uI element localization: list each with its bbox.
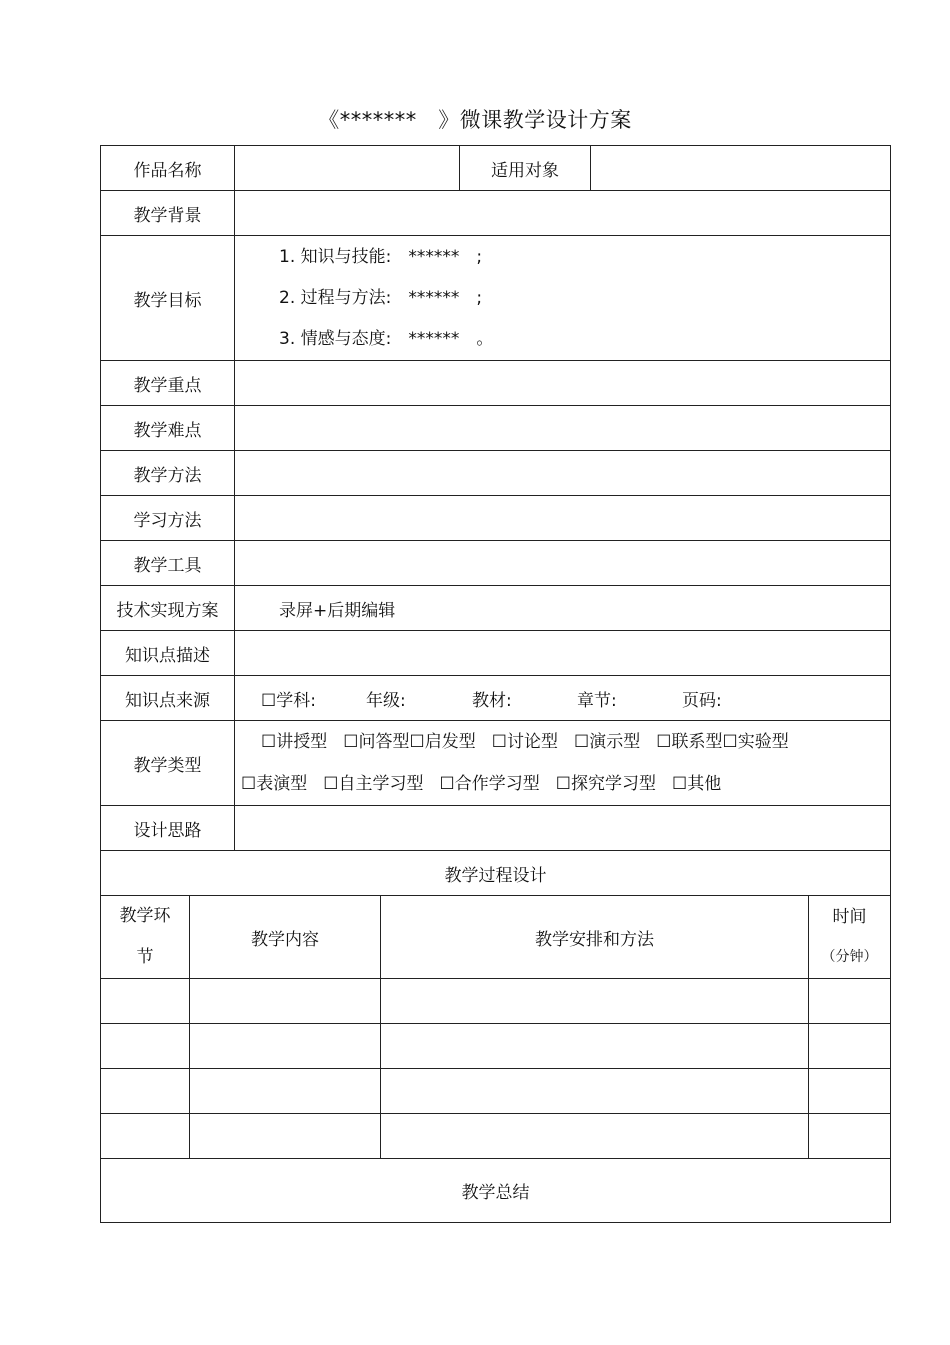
source-subject-checkbox[interactable]: ☐学科: [261,690,316,711]
process-header-row [101,896,891,979]
type-option[interactable]: ☐联系型☐实验型 [656,732,789,752]
label-design-idea: 设计思路 [101,806,235,851]
source-textbook: 教材: [472,690,512,711]
row-background [101,191,891,236]
label-key-points: 教学重点 [101,361,235,406]
label-difficulties: 教学难点 [101,406,235,451]
document-title: 《******* 》微课教学设计方案 [318,108,632,132]
table-row [101,1024,891,1069]
cell-time[interactable] [809,1024,891,1069]
row-key-points [101,361,891,406]
label-teach-method: 教学方法 [101,451,235,496]
col-arrange-header: 教学安排和方法 [381,896,809,979]
cell-stage[interactable] [101,1024,190,1069]
objective-item: 1. 知识与技能: ****** ; [279,246,483,267]
field-tech-plan[interactable]: 录屏+后期编辑 [235,586,891,631]
type-option[interactable]: ☐演示型 [573,732,641,752]
summary-heading: 教学总结 [101,1159,891,1223]
type-option[interactable]: ☐问答型☐启发型 [343,732,476,752]
cell-arrange[interactable] [381,979,809,1024]
row-learn-method [101,496,891,541]
lesson-plan-table [100,145,891,1223]
cell-time[interactable] [809,1114,891,1159]
label-teach-type: 教学类型 [101,721,235,806]
label-learn-method: 学习方法 [101,496,235,541]
row-design-idea [101,806,891,851]
col-stage-line2: 节 [136,947,154,967]
label-tools: 教学工具 [101,541,235,586]
col-time-unit: （分钟） [821,949,878,965]
table-row [101,1114,891,1159]
field-target[interactable] [591,146,891,191]
row-summary [101,1159,891,1223]
field-learn-method[interactable] [235,496,891,541]
row-objectives [101,236,891,361]
field-knowledge-desc[interactable] [235,631,891,676]
label-target: 适用对象 [460,146,591,191]
cell-arrange[interactable] [381,1024,809,1069]
field-work-name[interactable] [235,146,460,191]
label-background: 教学背景 [101,191,235,236]
row-difficulties [101,406,891,451]
row-knowledge-desc [101,631,891,676]
row-teach-method [101,451,891,496]
cell-content[interactable] [190,1114,381,1159]
field-tools[interactable] [235,541,891,586]
field-key-points[interactable] [235,361,891,406]
cell-stage[interactable] [101,979,190,1024]
table-row [101,979,891,1024]
cell-content[interactable] [190,1024,381,1069]
field-difficulties[interactable] [235,406,891,451]
label-knowledge-src: 知识点来源 [101,676,235,721]
type-option[interactable]: ☐其他 [672,774,722,794]
cell-arrange[interactable] [381,1114,809,1159]
row-tools [101,541,891,586]
row-process-heading [101,851,891,896]
row-tech-plan [101,586,891,631]
process-heading: 教学过程设计 [101,851,891,896]
table-row [101,1069,891,1114]
cell-content[interactable] [190,1069,381,1114]
row-teach-type [101,721,891,806]
source-chapter: 章节: [577,690,617,711]
type-option[interactable]: ☐自主学习型 [323,774,424,794]
col-stage-line1: 教学环 [119,906,171,926]
field-objectives[interactable] [235,236,891,361]
col-content-header: 教学内容 [190,896,381,979]
label-objectives: 教学目标 [101,236,235,361]
type-option[interactable]: ☐探究学习型 [555,774,656,794]
field-background[interactable] [235,191,891,236]
col-time-label: 时间 [832,907,867,927]
row-knowledge-src [101,676,891,721]
cell-stage[interactable] [101,1114,190,1159]
col-stage-header [101,896,190,979]
field-knowledge-src[interactable] [235,676,891,721]
cell-time[interactable] [809,1069,891,1114]
field-design-idea[interactable] [235,806,891,851]
field-teach-type[interactable] [235,721,891,806]
type-option[interactable]: ☐合作学习型 [439,774,540,794]
type-option[interactable]: ☐表演型 [241,774,308,794]
cell-stage[interactable] [101,1069,190,1114]
col-time-header [809,896,891,979]
objective-item: 2. 过程与方法: ****** ; [279,287,483,308]
type-option[interactable]: ☐讲授型 [261,732,328,752]
type-option[interactable]: ☐讨论型 [491,732,558,752]
row-work-name [101,146,891,191]
cell-time[interactable] [809,979,891,1024]
label-work-name: 作品名称 [101,146,235,191]
cell-arrange[interactable] [381,1069,809,1114]
source-page: 页码: [682,690,722,711]
field-teach-method[interactable] [235,451,891,496]
label-tech-plan: 技术实现方案 [101,586,235,631]
label-knowledge-desc: 知识点描述 [101,631,235,676]
cell-content[interactable] [190,979,381,1024]
source-grade: 年级: [366,690,406,711]
objective-item: 3. 情感与态度: ****** 。 [279,328,494,349]
